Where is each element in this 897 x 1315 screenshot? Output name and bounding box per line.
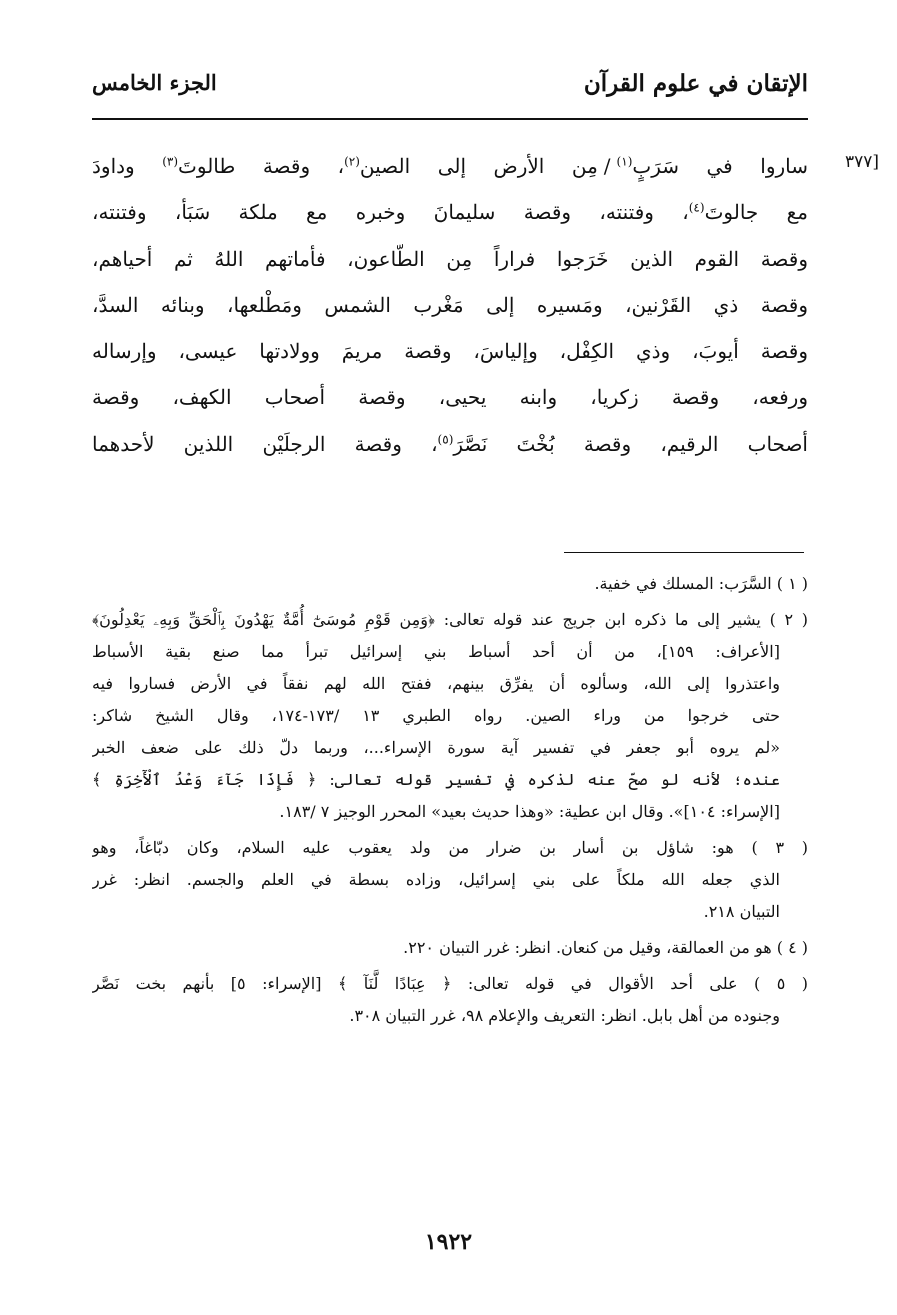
text-run: أصحاب الرقيم، وقصة بُخْتَ نَصَّرَ — [453, 431, 808, 456]
main-line-5: وقصة أيوبَ، وذي الكِفْل، وإلياسَ، وقصة مريمَ وولادتها عيسى، وإرساله — [92, 339, 808, 364]
footnote-ref: (٥) — [437, 432, 454, 447]
main-text — [92, 143, 808, 467]
footnote-text: يشير إلى ما ذكره ابن جريج عند قوله تعالى: ﴿وَمِن قَوْمِ مُوسَىٰٓ أُمَّةٌ يَهْدُونَ بِٱلْحَقِّ وَبِهِۦ يَعْدِلُونَ﴾ — [92, 610, 761, 629]
text-run: مِن الأرض إلى الصين — [359, 154, 598, 178]
footnote-ref: (١) — [616, 154, 633, 169]
footnote-text: السَّرَب: المسلك في خفية. — [594, 574, 772, 593]
header-rule — [92, 118, 808, 120]
footnote-line — [92, 932, 808, 964]
footnote-line — [92, 604, 808, 636]
text-run: مع جالوتَ — [704, 200, 808, 225]
footnote-number: ( ١ ) — [776, 574, 808, 593]
footnote-line: الذي جعله الله ملكاً على بني إسرائيل، وزاده بسطة في العلم والجسم. انظر: غرر — [92, 870, 780, 889]
page-break-slash: / — [603, 154, 611, 178]
book-title: الإتقان في علوم القرآن — [583, 70, 808, 97]
footnote-line: واعتذروا إلى الله، وسألوه أن يفرِّق بينهم، ففتح الله لهم نفقاً في الأرض فساروا فيه — [92, 674, 780, 693]
footnote-text: على أحد الأقوال في قوله تعالى: ﴿ عِبَادًا لَّنَآ ﴾ [الإسراء: ٥] بأنهم بخت نَصَّر — [92, 974, 738, 993]
footnote-line: [الإسراء: ١٠٤]». وقال ابن عطية: «وهذا حديث بعيد» المحرر الوجيز ٧ /١٨٣. — [279, 802, 780, 821]
main-line-1 — [92, 143, 808, 189]
footnote-1 — [92, 568, 808, 600]
footnote-line: [الأعراف: ١٥٩]، من أن أحد أسباط بني إسرائيل تبرأ مما صنع بقية الأسباط — [92, 642, 780, 661]
main-line-6: ورفعه، وقصة زكريا، وابنه يحيى، وقصة أصحاب الكهف، وقصة — [92, 385, 808, 410]
text-run: وداودَ — [92, 154, 163, 178]
footnote-text: هو: شاؤل بن أسار بن ضرار من ولد يعقوب عليه السلام، وكان دبّاغاً، وهو — [92, 838, 734, 857]
original-page-marker: [٣٧٧ — [844, 152, 879, 172]
footnote-line — [92, 568, 808, 600]
footnote-line: «لم يروه أبو جعفر في تفسير آية سورة الإسراء...، وربما دلّ ذلك على ضعف الخبر — [92, 738, 780, 757]
footnote-ref: (٤) — [688, 200, 705, 215]
footnote-5 — [92, 968, 808, 1032]
footnotes — [92, 568, 808, 1036]
text-run: ، وقصة الرجلَيْن اللذين لأحدهما — [92, 431, 438, 456]
footnote-3 — [92, 832, 808, 928]
main-line-4: وقصة ذي القَرْنين، ومَسيره إلى مَغْرب الشمس ومَطْلعها، وبنائه السدَّ، — [92, 292, 808, 317]
footnote-number: ( ٣ ) — [751, 838, 808, 857]
footnote-line — [92, 832, 808, 864]
footnote-line: حتى خرجوا من وراء الصين. رواه الطبري ١٣ /١٧٣-١٧٤، وقال الشيخ شاكر: — [92, 706, 780, 725]
main-line-7 — [92, 421, 808, 467]
footnote-2 — [92, 604, 808, 828]
footnote-separator — [564, 552, 804, 553]
footnote-number: ( ٢ ) — [769, 610, 808, 629]
text-run: ، وفتنته، وقصة سليمانَ وخبره مع ملكة سَبَأ، وفتنته، — [92, 200, 689, 225]
footnote-ref: (٣) — [162, 154, 179, 169]
main-line-2 — [92, 189, 808, 235]
part-title: الجزء الخامس — [92, 70, 217, 95]
text-run: ساروا في سَرَبٍ — [632, 154, 808, 178]
main-line-3: وقصة القوم الذين خَرَجوا فراراً مِن الطّاعون، فأماتهم اللهُ ثم أحياهم، — [92, 246, 808, 271]
text-run: ، وقصة طالوتَ — [178, 154, 345, 178]
footnote-number: ( ٥ ) — [754, 974, 808, 993]
footnote-line: وجنوده من أهل بابل. انظر: التعريف والإعلام ٩٨، غرر التبيان ٣٠٨. — [349, 1006, 780, 1025]
running-header — [92, 66, 808, 110]
footnote-text: هو من العمالقة، وقيل من كنعان. انظر: غرر التبيان ٢٢٠. — [403, 938, 772, 957]
footnote-4 — [92, 932, 808, 964]
page-number: ١٩٢٢ — [424, 1229, 473, 1255]
footnote-line — [92, 968, 808, 1000]
footnote-ref: (٢) — [344, 154, 360, 169]
footnote-number: ( ٤ ) — [776, 938, 808, 957]
footnote-line: عنده؛ لأنه لو صحّ عنه لذكره في تفسير قوله تعالى: ﴿ فَإِذَا جَآءَ وَعْدُ ٱلْأٓخِرَةِ ﴾ — [92, 770, 780, 789]
footnote-line: التبيان ٢١٨. — [703, 902, 780, 921]
